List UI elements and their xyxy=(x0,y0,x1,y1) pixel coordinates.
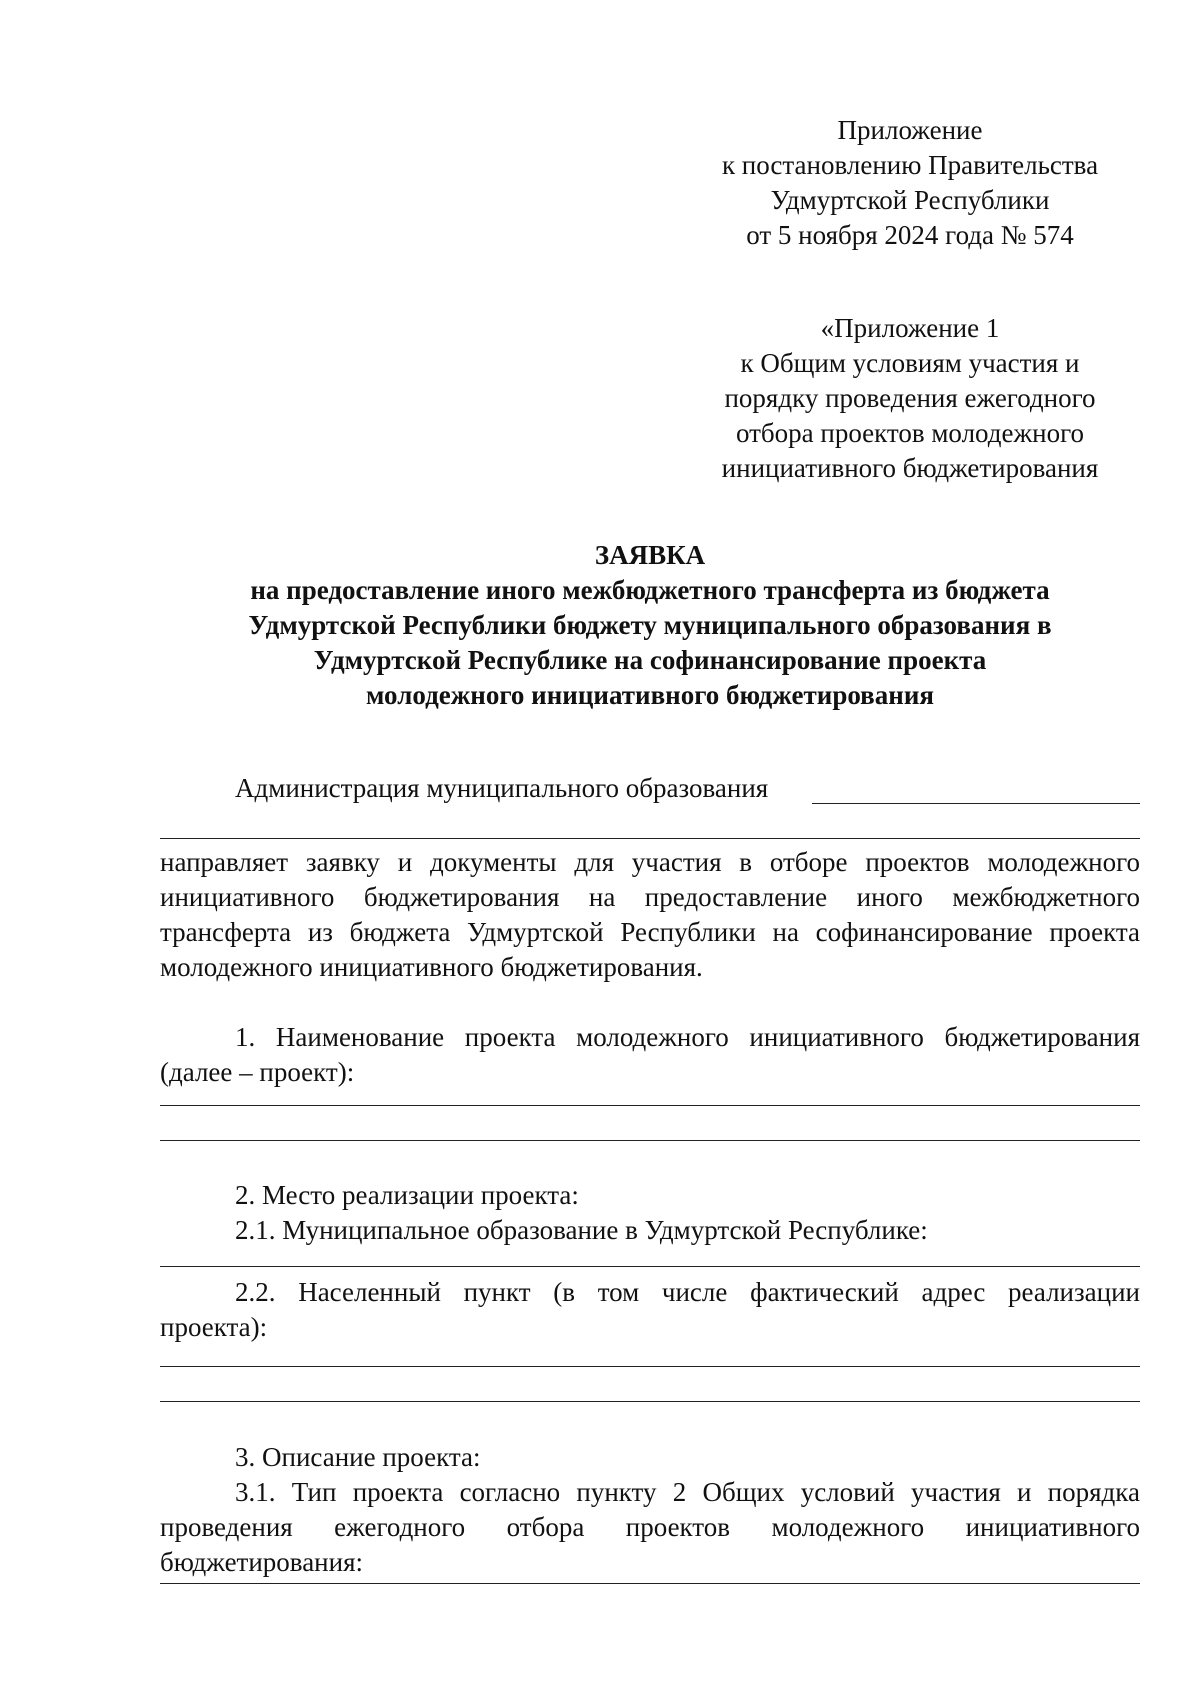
intro-line: трансферта из бюджета Удмуртской Республики на софинансирование проекта xyxy=(160,917,1140,947)
section-2-2-title-cont: проекта): xyxy=(160,1312,268,1342)
appendix-header xyxy=(700,113,1120,253)
municipality-blank-line[interactable] xyxy=(160,1266,1140,1267)
section-2-1-title: 2.1. Муниципальное образование в Удмуртской Республике: xyxy=(235,1215,928,1245)
appendix-line: Удмуртской Республики xyxy=(770,185,1050,215)
section-3-1-title-cont: бюджетирования: xyxy=(160,1547,364,1577)
appendix-line: от 5 ноября 2024 года № 574 xyxy=(746,220,1074,250)
title-line: Удмуртской Республики бюджету муниципального образования в xyxy=(248,610,1052,640)
title-line: на предоставление иного межбюджетного трансферта из бюджета xyxy=(250,575,1050,605)
section-3-title: 3. Описание проекта: xyxy=(235,1442,481,1472)
project-name-blank-line[interactable] xyxy=(160,1140,1140,1141)
project-type-blank-line[interactable] xyxy=(160,1583,1140,1584)
appendix-line: к Общим условиям участия и xyxy=(740,348,1080,378)
title-line: Удмуртской Республике на софинансирование проекта xyxy=(313,645,987,675)
application-title xyxy=(160,538,1140,713)
appendix-line: инициативного бюджетирования xyxy=(721,453,1099,483)
title-line: молодежного инициативного бюджетирования xyxy=(366,680,934,710)
section-3-1-title-cont: проведения ежегодного отбора проектов молодежного инициативного xyxy=(160,1512,1140,1542)
locality-blank-line[interactable] xyxy=(160,1401,1140,1402)
intro-line: направляет заявку и документы для участия в отборе проектов молодежного xyxy=(160,847,1140,877)
locality-blank-line[interactable] xyxy=(160,1366,1140,1367)
section-1-title: 1. Наименование проекта молодежного инициативного бюджетирования xyxy=(235,1022,1140,1052)
section-1-title-cont: (далее – проект): xyxy=(160,1057,355,1087)
section-3-1-title: 3.1. Тип проекта согласно пункту 2 Общих условий участия и порядка xyxy=(235,1477,1140,1507)
administration-label: Администрация муниципального образования xyxy=(235,773,769,803)
title-heading: ЗАЯВКА xyxy=(594,540,706,570)
section-2-title: 2. Место реализации проекта: xyxy=(235,1180,579,1210)
administration-blank-line-2[interactable] xyxy=(160,838,1140,839)
administration-blank-line[interactable] xyxy=(812,803,1140,804)
project-name-blank-line[interactable] xyxy=(160,1105,1140,1106)
appendix-line: Приложение xyxy=(837,115,983,145)
appendix-line: порядку проведения ежегодного xyxy=(724,383,1096,413)
appendix-line: к постановлению Правительства xyxy=(721,150,1099,180)
section-2-2-title: 2.2. Населенный пункт (в том числе фактический адрес реализации xyxy=(235,1277,1140,1307)
appendix-line: отбора проектов молодежного xyxy=(735,418,1085,448)
appendix-inner xyxy=(700,311,1120,486)
intro-line: инициативного бюджетирования на предоставление иного межбюджетного xyxy=(160,882,1140,912)
appendix-line: «Приложение 1 xyxy=(820,313,1000,343)
intro-line: молодежного инициативного бюджетирования. xyxy=(160,952,703,982)
